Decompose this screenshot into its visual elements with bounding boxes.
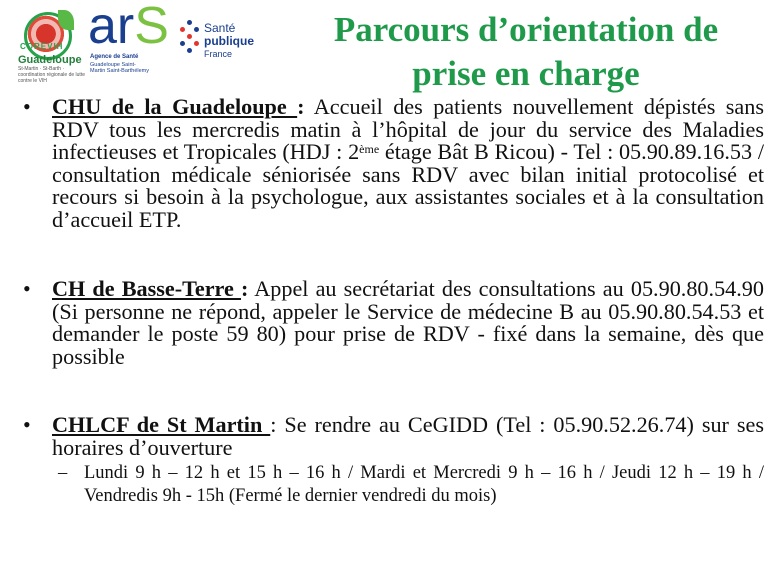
bullet-chlcf-st-martin (20, 414, 764, 459)
sub-bullet-hours (20, 462, 764, 508)
ars-agency-text: Agence de Santé (90, 54, 139, 60)
title-line-1: Parcours d’orientation de (333, 10, 719, 49)
label-separator: : (297, 94, 305, 119)
corevih-ring-text: COREVIH (20, 42, 64, 51)
bullet-icon: • (23, 276, 31, 301)
bullet-text-cont: étage Bât B Ricou) - Tel : 05.90.89.16.53 / consultation médicale séniorisée sans RDV avec bilan initial protocolisé et recours si besoin à la psychologue, aux assistantes sociales et à la consultation d’accueil ETP. (52, 139, 764, 232)
logo-bar (18, 0, 268, 84)
dash-icon: – (58, 463, 68, 483)
bullet-label: CHU de la Guadeloupe (52, 94, 298, 119)
bullet-text: Appel au secrétariat des consultations au 05.90.80.54.90 (Si personne ne répond, appeler le Service de médecine B au 05.90.80.54.53 et demander le poste 59 80) pour prise de RDV - fixé dans la semaine, dès que possible (52, 276, 764, 369)
sante-publique-france-logo (178, 16, 268, 66)
bullet-icon: • (23, 94, 31, 119)
corevih-subtitle: St-Martin · St-Barth · coordination régionale de lutte contre le VIH (18, 66, 85, 84)
superscript: ème (359, 142, 380, 156)
bullet-label: CH de Basse-Terre (52, 276, 241, 301)
ars-region-text: Guadeloupe Saint-Martin Saint-Barthélemy (90, 62, 149, 74)
spf-line2: publique (204, 34, 254, 48)
ars-wordmark (88, 0, 169, 55)
bullet-ch-basse-terre (20, 278, 764, 368)
bullet-label: CHLCF de St Martin (52, 412, 271, 437)
ars-letter-a: a (88, 0, 117, 55)
leaf-icon (58, 10, 74, 30)
bullet-icon: • (23, 412, 31, 437)
label-separator: : (240, 276, 249, 301)
ars-logo (88, 0, 183, 84)
spf-dots-icon (178, 20, 202, 56)
corevih-logo (18, 8, 88, 84)
spf-text (204, 22, 254, 61)
bullet-chu-guadeloupe (20, 96, 764, 231)
content (20, 96, 764, 508)
page-title (268, 8, 784, 96)
ars-letter-s: S (134, 0, 169, 55)
spf-line3: France (204, 49, 233, 59)
label-separator: : (270, 412, 277, 437)
ars-letter-r: r (116, 0, 135, 55)
title-line-2: prise en charge (412, 54, 640, 93)
bullet-text: Accueil des patients nouvellement dépistés sans RDV tous les mercredis matin à l’hôpital de jour du service des Maladies infectieuses et Tropicales (HDJ : 2 (52, 94, 764, 164)
spf-line1: Santé (204, 21, 236, 35)
corevih-name: Guadeloupe (18, 54, 82, 66)
bullet-text: Se rendre au CeGIDD (Tel : 05.90.52.26.74) sur ses horaires d’ouverture (52, 412, 764, 460)
hours-text: Lundi 9 h – 12 h et 15 h – 16 h / Mardi et Mercredi 9 h – 16 h / Jeudi 12 h – 19 h / Vendredis 9h - 15h (Fermé le dernier vendredi du mois) (84, 463, 764, 506)
